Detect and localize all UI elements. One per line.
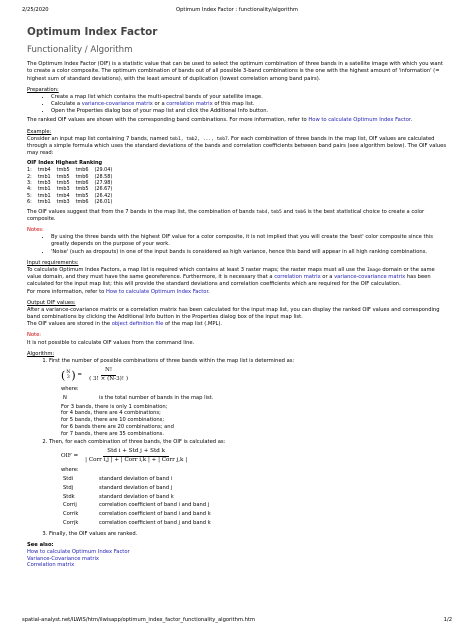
paragraph-text: The ranked OIF values are shown with the corresponding band combinations. For more information, refer to (27, 117, 309, 124)
table-cell: tmb5 (56, 167, 70, 174)
code-text: tmb6 (294, 209, 306, 215)
table-cell: (26.42) (94, 192, 113, 199)
output-stored (27, 321, 447, 328)
output-text: After a variance-covariance matrix or a correlation matrix has been calculated for the input map list, you can display the ranked OIF values and corresponding band combinations by clicking the Additional Info button in the Properties dialog box of the input map list. (27, 306, 440, 321)
list-item-text: of this map list. (212, 101, 255, 108)
code-text: tmb5 (270, 209, 282, 215)
variance-covariance-link[interactable]: variance-covariance matrix (81, 101, 153, 108)
def-value: correlation coefficient of band j and band k (99, 519, 211, 526)
fraction-denominator: ( 3! × (N-3)! ) (89, 375, 129, 382)
def-value: standard deviation of band j (99, 484, 173, 491)
table-cell: tmb3 (56, 199, 70, 206)
code-text: tmb4 (256, 209, 268, 215)
table-cell: (27.98) (94, 180, 113, 187)
list-item: • By using the three bands with the highest OIF value for a color composite, it is not implied that you will create the 'best' color composite since this greatly depends on the purpose of your work. (51, 234, 447, 248)
page-subtitle: Functionality / Algorithm (27, 45, 133, 56)
table-cell: tmb5 (75, 186, 89, 193)
table-cell: tmb6 (75, 199, 89, 206)
variance-covariance-link[interactable]: variance-covariance matrix (334, 274, 406, 281)
paragraph-text: of the map list (.MPL). (163, 321, 223, 328)
combinations-formula (61, 367, 447, 383)
definition-row (51, 494, 215, 501)
table-cell: tmb5 (56, 173, 70, 180)
note2-label: Note: (27, 332, 42, 339)
table-cell: tmb6 (75, 173, 89, 180)
def-key: Stdj (63, 484, 74, 491)
notes-label: Notes: (27, 227, 44, 234)
example-suggest (27, 209, 447, 224)
step-text: First the number of possible combinations of three bands within the map list is determined as: (49, 357, 295, 364)
table-cell: 6: (27, 199, 32, 206)
binomial-top: N (66, 370, 71, 376)
def-value: is the total number of bands in the map list. (99, 394, 214, 401)
paragraph-text: . For each combination of three bands in the map list, OIF values are calculated through a simple formula which uses the standard deviations of the bands and correlation coefficients between band pairs (see algorithm below). The OIF values may read: (27, 135, 447, 157)
fraction (81, 448, 191, 464)
def-value: correlation coefficient of band i and band j (99, 502, 210, 509)
table-cell: tmb1 (37, 199, 51, 206)
ranking-title: OIF Index Highest Ranking (27, 160, 103, 167)
algorithm-step (49, 439, 447, 528)
paragraph-text: is the best statistical choice to create a color composite. (27, 208, 425, 222)
def-key: Stdk (63, 493, 75, 500)
how-to-calc-oif-link[interactable]: How to calculate Optimum Index Factor (308, 117, 411, 124)
table-cell: tmb5 (75, 192, 89, 199)
oif-formula (61, 448, 447, 464)
count-line: for 4 bands, there are 4 combinations; (61, 410, 161, 417)
def-key: Corrik (63, 511, 79, 518)
table-cell: (26.01) (94, 199, 113, 206)
notes-section (27, 227, 447, 256)
input-requirements-more (27, 289, 447, 296)
preparation-section (27, 87, 447, 125)
footer-url: spatial-analyst.net/ILWIS/htm/ilwisapp/optimum_index_factor_functionality_algorithm.htm (22, 617, 256, 623)
table-cell: tmb1 (37, 173, 51, 180)
see-also-link[interactable]: How to calculate Optimum Index Factor (27, 548, 130, 555)
output-section (27, 300, 447, 329)
definition-row (51, 485, 215, 492)
def-value: standard deviation of band i (99, 476, 173, 483)
table-cell: tmb6 (75, 167, 89, 174)
def-key: Stdi (63, 476, 74, 483)
list-item (51, 108, 447, 115)
step-text: Then, for each combination of three bands, the OIF is calculated as: (49, 439, 226, 446)
see-also-link[interactable]: Variance-Covariance matrix (27, 555, 99, 562)
table-cell: 3: (27, 180, 32, 187)
definition-row (51, 502, 215, 509)
paragraph-text: To calculate Optimum Index Factors, a map list is required which contains at least 3 raster maps; the raster maps must all use the (27, 266, 367, 273)
algorithm-steps (27, 358, 447, 538)
paragraph-text: , (267, 208, 271, 215)
fraction-denominator: | Corr i,j | + | Corr i,k | + | Corr j,k | (85, 457, 188, 464)
ranking-table (27, 167, 118, 205)
table-cell: tmb1 (37, 186, 51, 193)
def-value: correlation coefficient of band i and band k (99, 511, 211, 518)
formula-lhs: OIF = (61, 452, 79, 459)
see-also-label: See also: (27, 541, 54, 548)
count-line: for 5 bands, there are 10 combinations; (61, 417, 165, 424)
table-cell: 2: (27, 173, 32, 180)
where-label: where: (61, 466, 79, 473)
input-requirements-label: Input requirements: (27, 259, 79, 266)
def-key: N (63, 394, 67, 401)
paragraph-text: or a (320, 274, 335, 281)
where-label: where: (61, 385, 79, 392)
variable-definitions (49, 474, 217, 529)
list-item-text: Create a map list which contains the multi-spectral bands of your satellite image. (51, 93, 263, 100)
table-cell: tmb1 (37, 192, 51, 199)
binomial (66, 370, 70, 380)
table-cell: tmb3 (56, 186, 70, 193)
list-item: • 'Noise' (such as dropouts) in one of the input bands is considered as high variance, hence this band will appear in all high ranking combinations. (51, 249, 447, 256)
list-item (51, 94, 447, 101)
definition-row (51, 476, 215, 483)
formula-paren: ) (71, 368, 76, 382)
def-key: Corrij (63, 502, 77, 509)
correlation-matrix-link[interactable]: correlation matrix (166, 101, 213, 108)
code-text: tmb1, tmb2, ..., tmb7 (169, 136, 228, 142)
print-date: 2/25/2020 (22, 7, 49, 13)
preparation-after (27, 117, 447, 124)
count-line: For 3 bands, there is only 1 combination; (61, 403, 168, 410)
count-line: for 6 bands there are 20 combinations; and (61, 423, 174, 430)
fraction (85, 367, 132, 383)
fraction-numerator: N! (101, 367, 116, 376)
n-definition (49, 393, 219, 404)
paragraph-text: and (281, 208, 295, 215)
def-value: standard deviation of band k (99, 493, 174, 500)
paragraph-text: Consider an input map list containing 7 bands, named (27, 135, 170, 142)
page-title: Optimum Index Factor (27, 26, 158, 38)
definition-row (51, 520, 215, 527)
table-cell: tmb3 (37, 180, 51, 187)
paragraph-text: The OIF values suggest that from the 7 bands in the map list, the combination of bands (27, 208, 257, 215)
list-item-text: Open the Properties dialog box of your map list and click the Additional Info button. (51, 108, 269, 115)
list-item (51, 101, 447, 108)
notes-list (27, 234, 447, 256)
table-row (27, 199, 118, 205)
def-key: Corrjk (63, 519, 79, 526)
note2-section (27, 332, 447, 346)
print-header (22, 7, 452, 15)
page-number: 1/2 (443, 617, 452, 623)
input-requirements-text (27, 267, 447, 289)
how-to-calc-oif-link[interactable]: How to calculate Optimum Index Factor (105, 288, 209, 295)
input-requirements-section (27, 260, 447, 296)
code-text: Image (366, 267, 381, 273)
table-cell: (26.67) (94, 186, 113, 193)
algorithm-step (49, 358, 447, 437)
preparation-list (27, 94, 447, 116)
algorithm-step: 3. Finally, the OIF values are ranked. (49, 531, 447, 538)
combination-counts (61, 404, 447, 438)
definition-row (51, 511, 215, 518)
print-footer (22, 617, 452, 625)
table-cell: 4: (27, 186, 32, 193)
table-cell: tmb5 (56, 180, 70, 187)
table-cell: tmb6 (75, 180, 89, 187)
note2-text: It is not possible to calculate OIF values from the command line. (27, 339, 195, 346)
paragraph-text: . (208, 288, 210, 295)
paragraph-text: has been calculated for the input map list; this will provide the standard deviations and correlation coefficients which are required for the OIF calculation. (27, 274, 431, 288)
formula-paren: ( (61, 368, 66, 382)
paragraph-text: For more information, refer to (27, 288, 106, 295)
example-section (27, 129, 447, 223)
correlation-matrix-link[interactable]: correlation matrix (274, 274, 321, 281)
intro-paragraph: The Optimum Index Factor (OIF) is a statistic value that can be used to select the optimum combination of three bands in a satellite image with which you want to create a color composite. The optimum combination of bands out of all possible 3-band combinations is the one with the highest amount of 'information' (= highest sum of standard deviations), with the least amount of duplication (lowest correlation among band pairs). (27, 61, 443, 82)
table-cell: (28.58) (94, 173, 113, 180)
paragraph-text: domain or the same value domain, and they must have the same georeference. Furthermore, it is necessary that a (27, 266, 435, 281)
preparation-label: Preparation: (27, 86, 59, 93)
table-cell: tmb4 (56, 192, 70, 199)
see-also-link[interactable]: Correlation matrix (27, 562, 75, 569)
equals-sign: = (75, 371, 83, 378)
table-cell: tmb4 (37, 167, 51, 174)
example-text (27, 136, 447, 158)
object-definition-link[interactable]: object definition file (111, 321, 164, 328)
algorithm-section (27, 351, 447, 538)
binomial-bottom: 3 (66, 375, 70, 381)
count-line: for 7 bands, there are 35 combinations. (61, 430, 165, 437)
output-label: Output OIF values: (27, 299, 76, 306)
see-also-section (27, 542, 447, 569)
print-title: Optimum Index Factor : functionality/algorithm (176, 7, 298, 13)
example-label: Example: (27, 128, 52, 135)
paragraph-text: . (410, 117, 413, 124)
list-item-text: Calculate a (51, 101, 82, 108)
paragraph-text: The OIF values are stored in the (27, 321, 112, 328)
table-cell: 1: (27, 167, 32, 174)
table-cell: 5: (27, 192, 32, 199)
fraction-numerator: Std i + Std j + Std k (103, 448, 169, 457)
list-item-text: or a (152, 101, 167, 108)
document-body (27, 25, 447, 569)
table-cell: (29.04) (94, 167, 113, 174)
algorithm-label: Algorithm: (27, 350, 55, 357)
